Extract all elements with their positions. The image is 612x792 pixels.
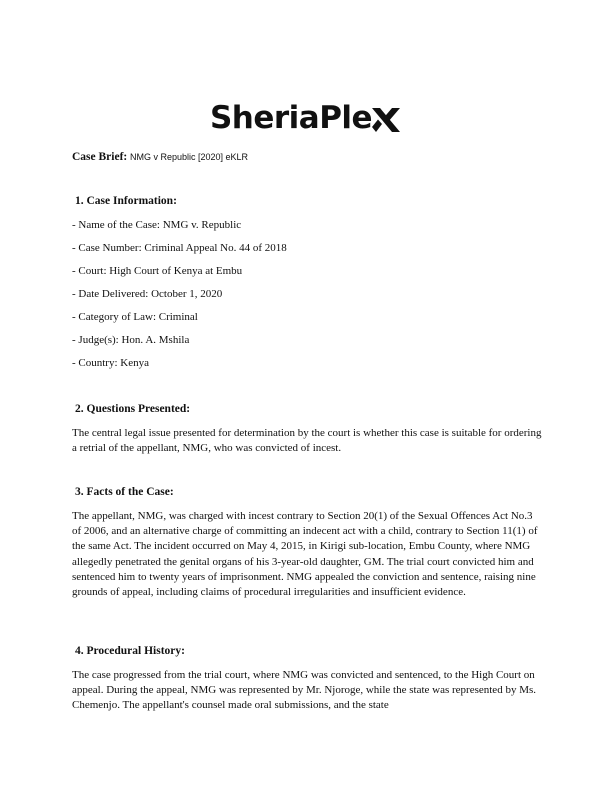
case-info-item: - Judge(s): Hon. A. Mshila [72, 334, 190, 346]
section-heading-facts: 3. Facts of the Case: [75, 486, 174, 498]
case-info-item: - Category of Law: Criminal [72, 311, 198, 323]
questions-presented-paragraph: The central legal issue presented for determination by the court is whether this case is suitable for ordering a retrial of the appellant, NMG, who was convicted of incest. [72, 427, 542, 455]
case-brief-line [72, 151, 248, 163]
facts-paragraph: The appellant, NMG, was charged with incest contrary to Section 20(1) of the Sexual Offences Act No.3 of 2006, and an alternative charge of committing an indecent act with a child, contrary to Section 11(1) of the same Act. The incident occurred on May 4, 2015, in Kirigi sub-location, Embu County, where NMG allegedly penetrated the genital organs of his 3-year-old daughter, GM. The trial court convicted him and sentenced him to twenty years of imprisonment. NMG appealed the conviction and sentence, raising nine grounds of appeal, including claims of procedural irregularities and insufficient evidence. [72, 510, 538, 599]
x-mark-logo-icon [370, 105, 402, 135]
section-heading-case-information: 1. Case Information: [75, 195, 177, 207]
case-brief-value: NMG v Republic [2020] eKLR [130, 152, 249, 162]
logo-text: SheriaPle [209, 100, 373, 136]
sheriaplex-logo [0, 100, 612, 136]
case-brief-label: Case Brief: [72, 151, 128, 163]
section-heading-questions-presented: 2. Questions Presented: [75, 403, 191, 415]
section-heading-procedural-history: 4. Procedural History: [75, 645, 185, 657]
procedural-history-paragraph: The case progressed from the trial court, where NMG was convicted and sentenced, to the High Court on appeal. During the appeal, NMG was represented by Mr. Njoroge, while the state was represented by Ms. Chemenjo. The appellant's counsel made oral submissions, and the state [72, 669, 537, 712]
case-info-item: - Case Number: Criminal Appeal No. 44 of 2018 [72, 242, 287, 254]
case-info-item: - Date Delivered: October 1, 2020 [72, 288, 223, 300]
case-info-item: - Court: High Court of Kenya at Embu [72, 265, 243, 277]
case-info-item: - Name of the Case: NMG v. Republic [72, 219, 242, 231]
case-info-item: - Country: Kenya [72, 357, 149, 369]
